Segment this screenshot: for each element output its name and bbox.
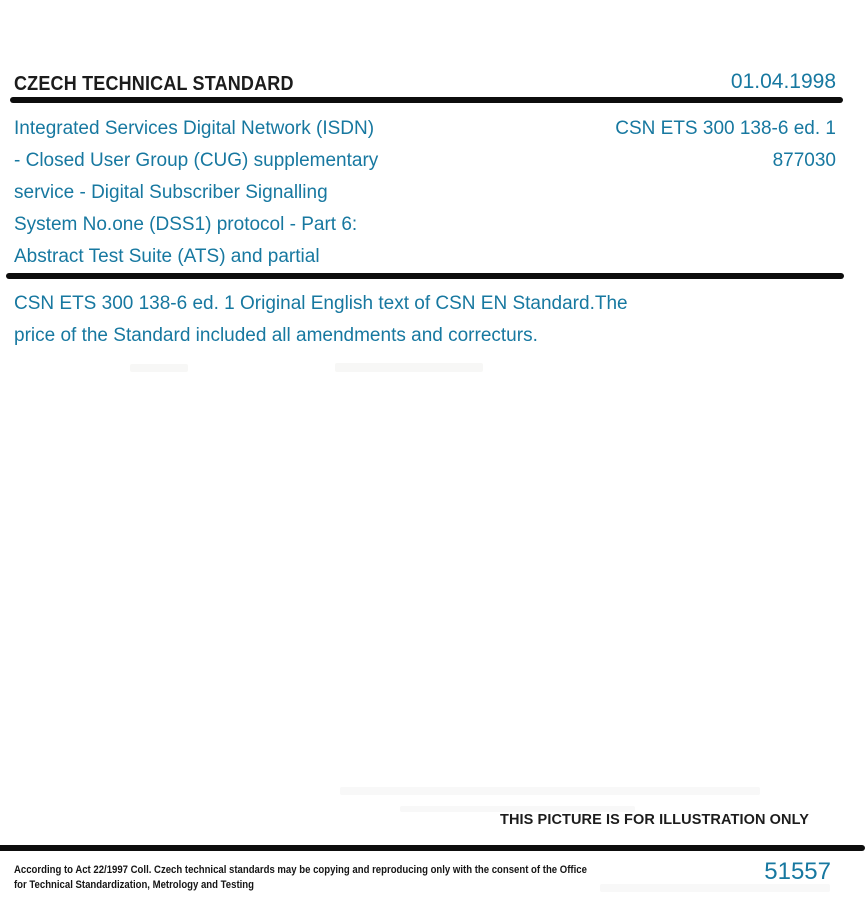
page-title: CZECH TECHNICAL STANDARD [14, 73, 294, 95]
standard-designation: CSN ETS 300 138-6 ed. 1 [615, 118, 836, 139]
illustration-disclaimer: THIS PICTURE IS FOR ILLUSTRATION ONLY [500, 812, 810, 828]
order-number: 51557 [764, 858, 831, 885]
title-divider [6, 273, 844, 279]
standard-description [14, 288, 774, 352]
faint-scan-artifact [130, 364, 188, 372]
standard-title-line: - Closed User Group (CUG) supplementary [14, 150, 379, 171]
faint-scan-artifact [335, 363, 483, 372]
footer-divider [0, 845, 865, 851]
catalog-number: 877030 [772, 150, 836, 171]
standard-title [14, 113, 484, 273]
faint-scan-artifact [340, 787, 760, 795]
standard-identifiers [615, 113, 836, 177]
description-line: price of the Standard included all amendments and correcturs. [14, 325, 538, 346]
copyright-notice [14, 863, 658, 893]
header-divider [10, 97, 843, 103]
copyright-notice-line: for Technical Standardization, Metrology and Testing [14, 879, 254, 891]
description-line: CSN ETS 300 138-6 ed. 1 Original English text of CSN EN Standard.The [14, 293, 628, 314]
copyright-notice-line: According to Act 22/1997 Coll. Czech technical standards may be copying and reproducing only with the consent of the Office [14, 864, 587, 876]
standard-title-line: System No.one (DSS1) protocol - Part 6: [14, 214, 358, 235]
standard-title-line: service - Digital Subscriber Signalling [14, 182, 328, 203]
standard-title-line: Abstract Test Suite (ATS) and partial [14, 246, 320, 267]
issue-date: 01.04.1998 [730, 70, 836, 93]
standard-title-line: Integrated Services Digital Network (ISDN) [14, 118, 375, 139]
